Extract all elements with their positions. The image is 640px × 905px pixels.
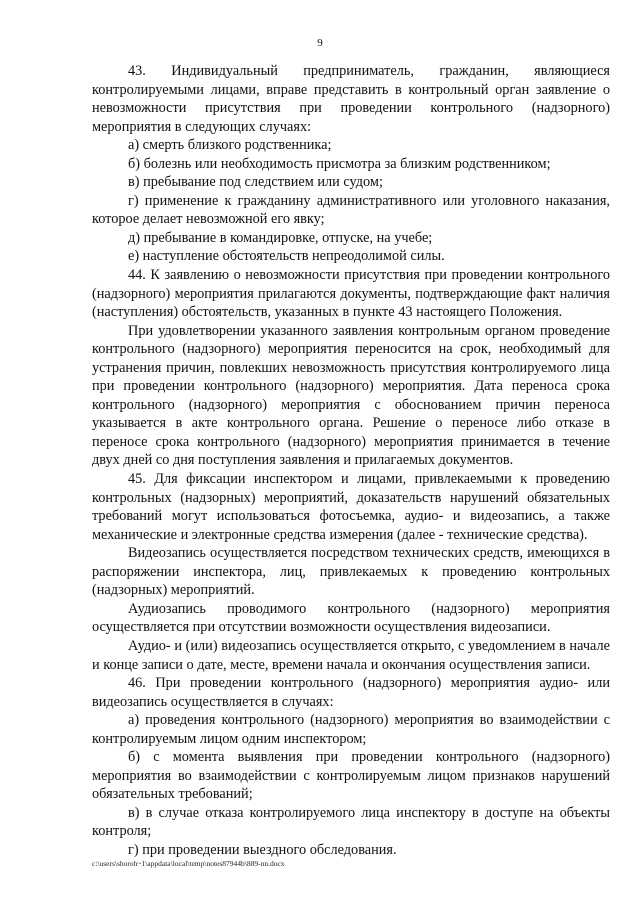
list-item-43d: д) пребывание в командировке, отпуске, на учебе;: [128, 229, 433, 246]
list-item-46g: г) при проведении выездного обследования.: [128, 841, 397, 858]
document-body: [92, 62, 610, 860]
page-number: 9: [317, 37, 323, 49]
list-item-43e: е) наступление обстоятельств непреодолимой силы.: [128, 248, 445, 265]
list-item-46b: б) с момента выявления при проведении контрольного (надзорного) мероприятия во взаимодействии с контролируемым лицом признаков нарушений обязательных требований;: [92, 749, 610, 803]
list-item-43b: б) болезнь или необходимость присмотра за близким родственником;: [128, 155, 551, 172]
list-item-43v: в) пребывание под следствием или судом;: [128, 174, 383, 191]
list-item-43g: г) применение к гражданину административного или уголовного наказания, которое делает невозможной его явку;: [92, 192, 610, 228]
paragraph-46: 46. При проведении контрольного (надзорного) мероприятия аудио- или видеозапись осуществляется в случаях:: [92, 675, 610, 710]
paragraph-43: 43. Индивидуальный предприниматель, гражданин, являющиеся контролируемыми лицами, вправе представить в контрольный орган заявление о невозможности присутствия при проведении контрольного (надзорного) мероприятия в следующих случаях:: [92, 63, 610, 135]
paragraph-45-open-recording: Аудио- и (или) видеозапись осуществляется открыто, с уведомлением в начале и конце записи о дате, месте, времени начала и окончания осуществления записи.: [92, 637, 610, 673]
paragraph-44: 44. К заявлению о невозможности присутствия при проведении контрольного (надзорного) мероприятия прилагаются документы, подтверждающие факт наличия (наступления) обстоятельств, указанных в пункте 43 настоящего Положения.: [92, 267, 610, 321]
list-item-46v: в) в случае отказа контролируемого лица инспектору в доступе на объекты контроля;: [92, 804, 610, 840]
paragraph-45-audio: Аудиозапись проводимого контрольного (надзорного) мероприятия осуществляется при отсутствии возможности осуществления видеозаписи.: [92, 600, 610, 636]
paragraph-45: 45. Для фиксации инспектором и лицами, привлекаемыми к проведению контрольных (надзорных) мероприятий, доказательств нарушений обязательных требований могут использоваться фотосъемка, аудио- и видеозапись, а также механические и электронные средства измерения (далее - технические средства).: [92, 471, 610, 543]
paragraph-44-postponement: При удовлетворении указанного заявления контрольным органом проведение контрольного (надзорного) мероприятия переносится на срок, необходимый для устранения причин, повлекших невозможность присутствия контролируемого лица при проведении контрольного (надзорного) мероприятия. Дата переноса срока контрольного (надзорного) мероприятия с обоснованием причин переноса указывается в акте контрольного органа. Решение о переносе либо отказе в переносе срока контрольного (надзорного) мероприятия принимается в течение двух дней со дня поступления заявления и прилагаемых документов.: [92, 322, 610, 469]
list-item-43a: а) смерть близкого родственника;: [128, 137, 332, 154]
paragraph-45-video: Видеозапись осуществляется посредством технических средств, имеющихся в распоряжении инспектора, лиц, привлекаемых к проведению контрольных (надзорных) мероприятий.: [92, 545, 610, 599]
footer-file-path: c:\users\shoroh~1\appdata\local\temp\notes87944b\889-nn.docx: [92, 859, 285, 868]
list-item-46a: а) проведения контрольного (надзорного) мероприятия во взаимодействии с контролируемым лицом одним инспектором;: [92, 712, 610, 747]
